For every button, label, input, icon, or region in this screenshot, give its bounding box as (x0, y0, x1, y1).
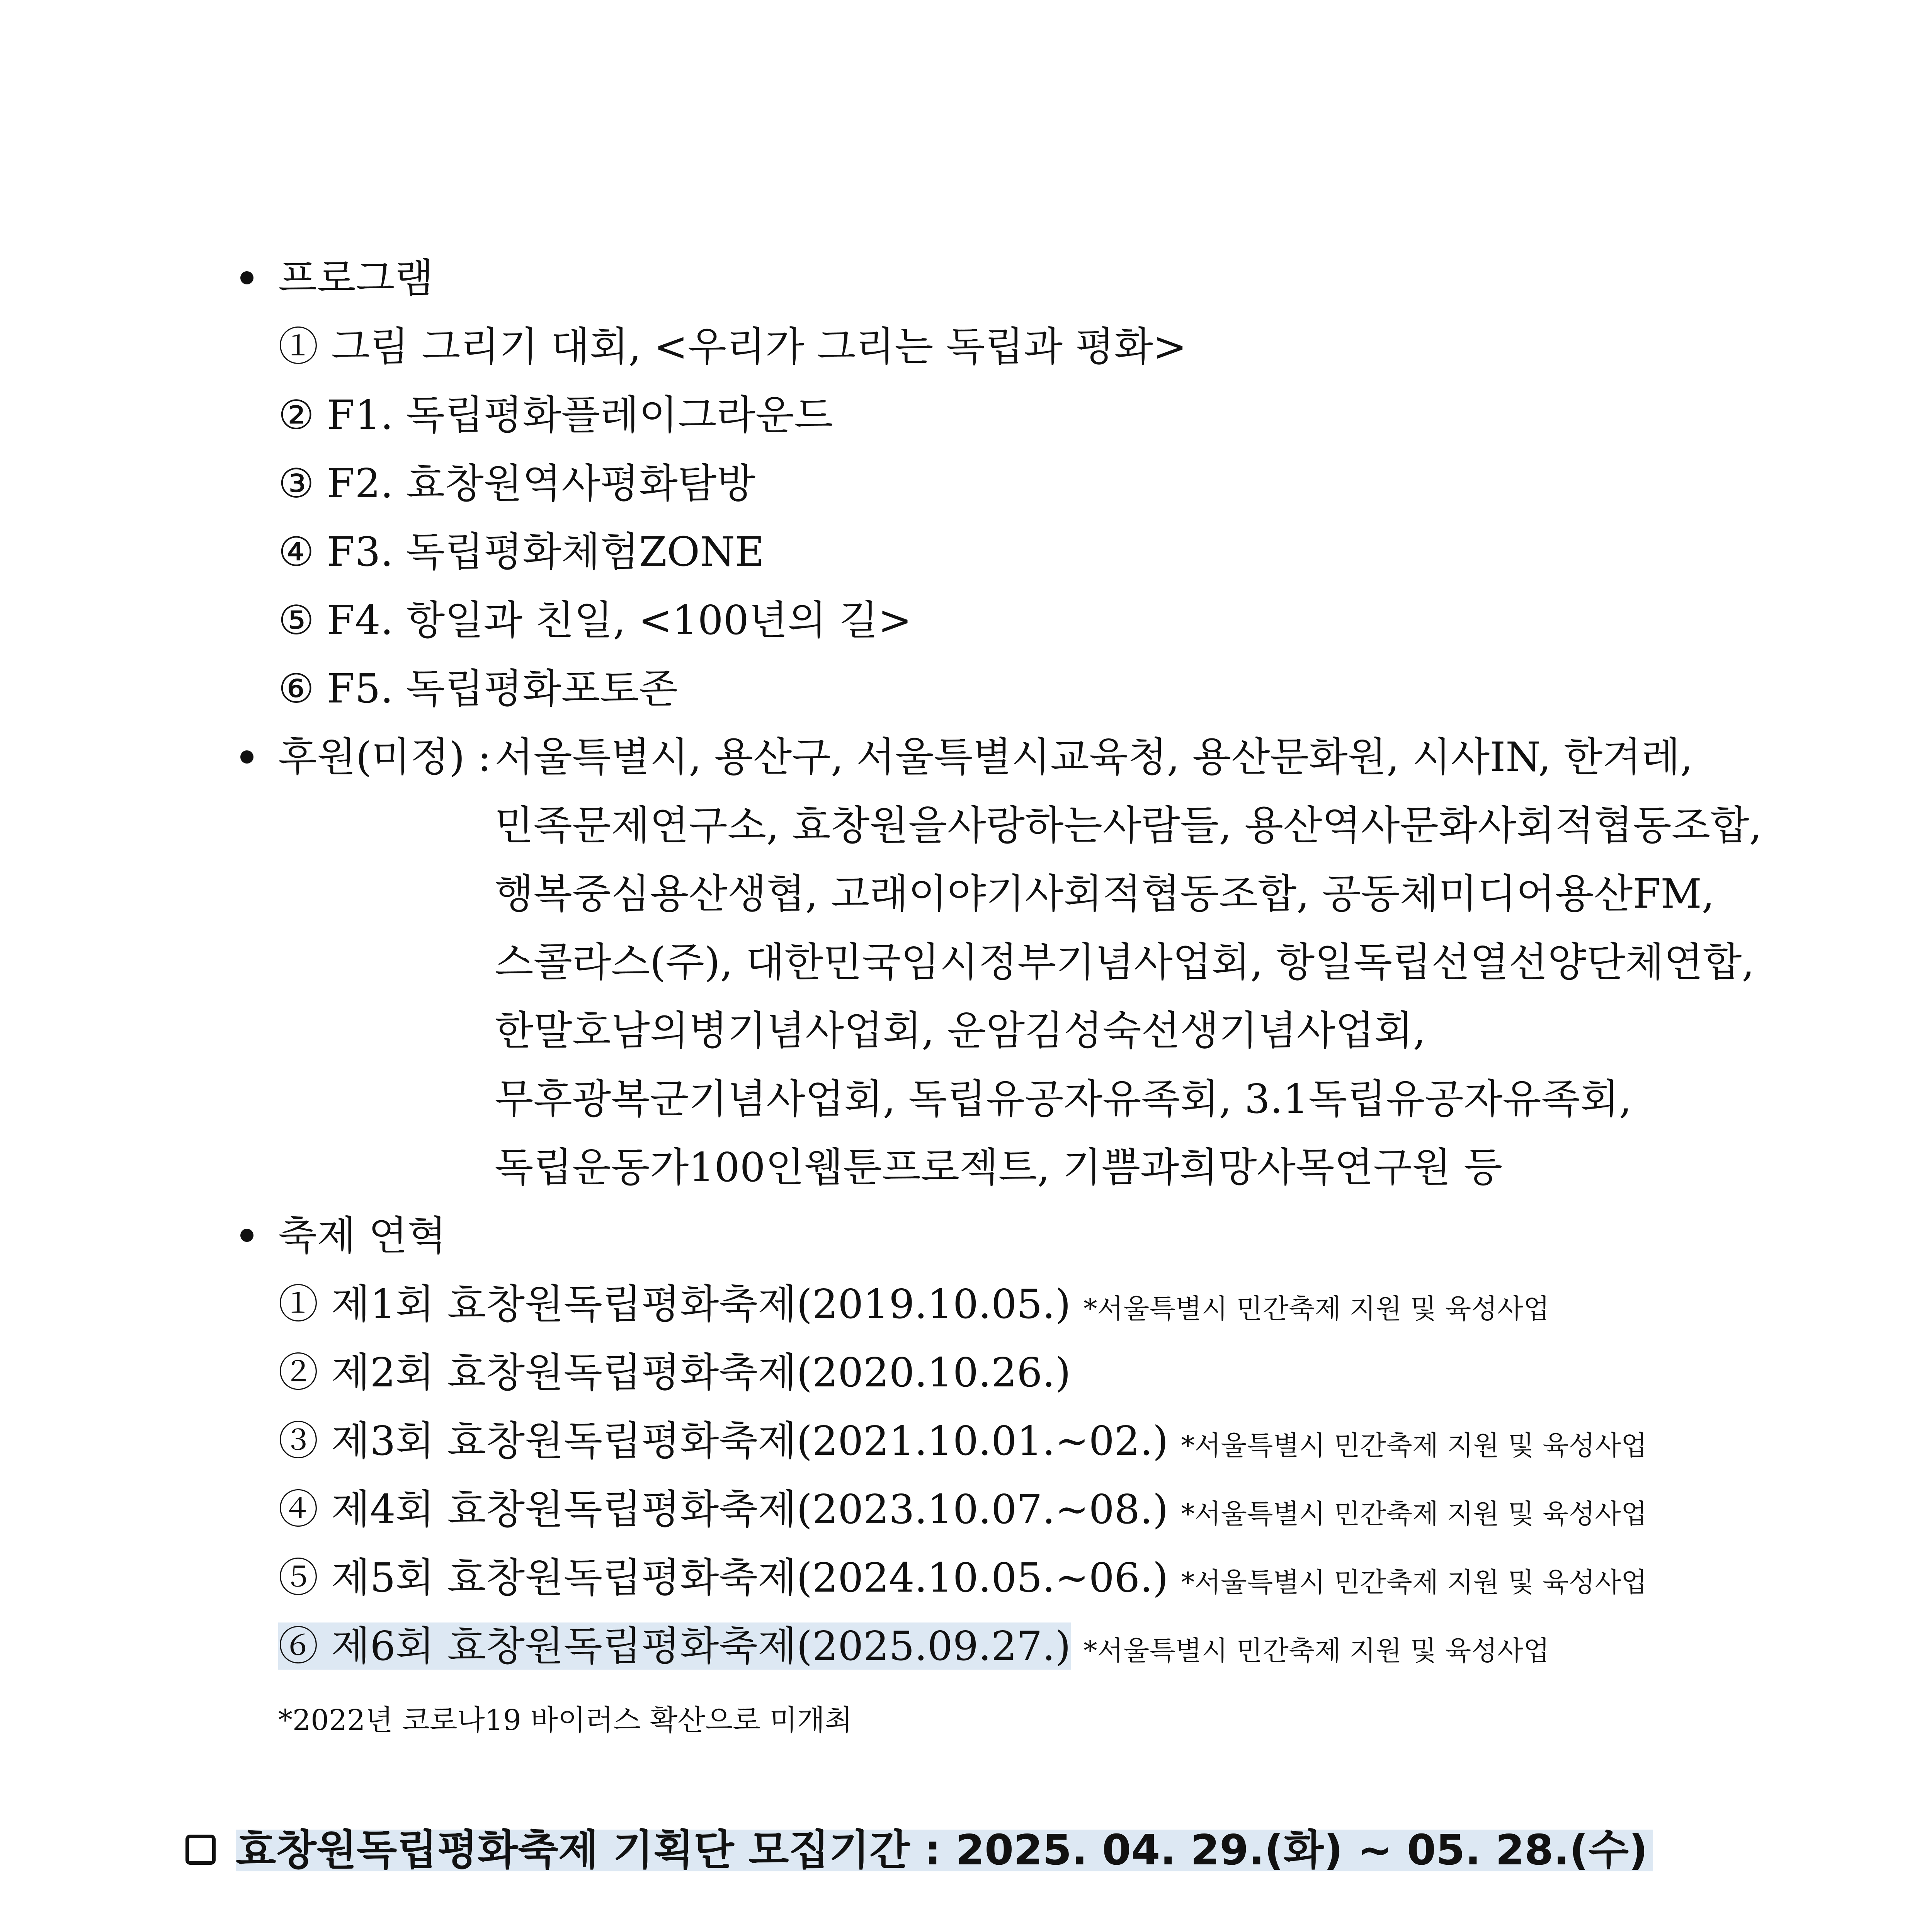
bullet-icon (240, 271, 253, 284)
sponsor-label: 후원(미정) : (278, 733, 492, 781)
bullet-icon (240, 1229, 253, 1242)
program-item: ④ F3. 독립평화체험ZONE (278, 528, 764, 575)
program-title: 프로그램 (278, 255, 434, 302)
history-item-note: *서울특별시 민간축제 지원 및 육성사업 (1181, 1566, 1647, 1598)
history-item-text: ⑥ 제6회 효창원독립평화축제(2025.09.27.) (278, 1622, 1071, 1670)
sponsor-line: 스콜라스(주), 대한민국임시정부기념사업회, 항일독립선열선양단체연합, (495, 939, 1755, 986)
history-title: 축제 연혁 (278, 1212, 446, 1259)
history-item-note: *서울특별시 민간축제 지원 및 육성사업 (1084, 1635, 1550, 1667)
sponsor-line: 행복중심용산생협, 고래이야기사회적협동조합, 공동체미디어용산FM, (495, 870, 1715, 917)
bullet-icon (240, 750, 253, 764)
sponsor-line: 서울특별시, 용산구, 서울특별시교육청, 용산문화원, 시사IN, 한겨레, (495, 733, 1693, 781)
history-item-note: *서울특별시 민간축제 지원 및 육성사업 (1181, 1430, 1647, 1461)
history-footnote: *2022년 코로나19 바이러스 확산으로 미개최 (278, 1704, 852, 1737)
history-item-text: ③ 제3회 효창원독립평화축제(2021.10.01.~02.) (278, 1417, 1169, 1464)
history-item-current (278, 1622, 1550, 1670)
history-item-text: ④ 제4회 효창원독립평화축제(2023.10.07.~08.) (278, 1486, 1169, 1533)
program-item: ② F1. 독립평화플레이그라운드 (278, 391, 833, 439)
history-item (278, 1349, 1071, 1396)
program-item: ③ F2. 효창원역사평화탐방 (278, 460, 755, 507)
program-item: ⑤ F4. 항일과 친일, <100년의 길> (278, 597, 912, 644)
history-item (278, 1281, 1550, 1328)
sponsor-line: 무후광복군기념사업회, 독립유공자유족회, 3.1독립유공자유족회, (495, 1075, 1632, 1122)
history-item (278, 1417, 1647, 1464)
history-item (278, 1554, 1647, 1601)
recruit-period-heading: 효창원독립평화축제 기획단 모집기간 : 2025. 04. 29.(화) ~ 05. 28.(수) (236, 1830, 1653, 1871)
checkbox-square-icon (185, 1835, 216, 1865)
history-item (278, 1486, 1647, 1533)
history-item-note: *서울특별시 민간축제 지원 및 육성사업 (1181, 1498, 1647, 1530)
history-item-text: ② 제2회 효창원독립평화축제(2020.10.26.) (278, 1349, 1071, 1396)
program-item: ⑥ F5. 독립평화포토존 (278, 665, 678, 712)
sponsor-line: 독립운동가100인웹툰프로젝트, 기쁨과희망사목연구원 등 (495, 1144, 1503, 1191)
history-item-text: ⑤ 제5회 효창원독립평화축제(2024.10.05.~06.) (278, 1554, 1169, 1601)
history-item-text: ① 제1회 효창원독립평화축제(2019.10.05.) (278, 1281, 1071, 1328)
sponsor-line: 민족문제연구소, 효창원을사랑하는사람들, 용산역사문화사회적협동조합, (495, 802, 1762, 849)
history-item-note: *서울특별시 민간축제 지원 및 육성사업 (1084, 1293, 1550, 1325)
program-item: ① 그림 그리기 대회, <우리가 그리는 독립과 평화> (278, 323, 1187, 370)
sponsor-line: 한말호남의병기념사업회, 운암김성숙선생기념사업회, (495, 1007, 1426, 1054)
